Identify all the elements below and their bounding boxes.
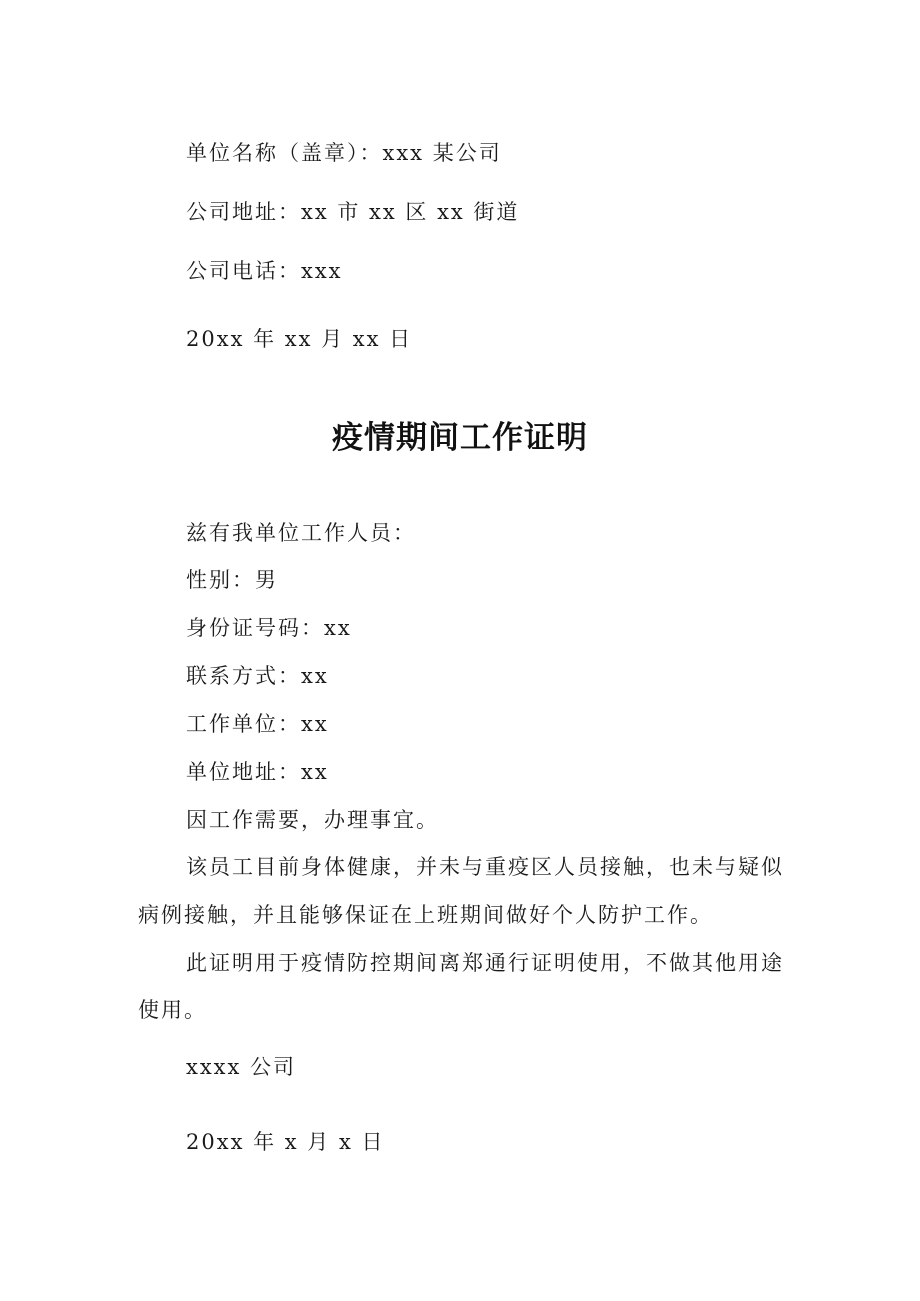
certificate-date: 20xx 年 x 月 x 日 <box>186 1130 385 1154</box>
employer-field: 工作单位：xx <box>186 712 329 736</box>
certificate-title: 疫情期间工作证明 <box>332 420 588 456</box>
signature-company: xxxx 公司 <box>186 1055 297 1079</box>
company-address-line: 公司地址：xx 市 xx 区 xx 街道 <box>186 200 520 224</box>
header-date-line: 20xx 年 xx 月 xx 日 <box>186 327 413 351</box>
intro-line: 兹有我单位工作人员： <box>186 521 416 545</box>
unit-name-seal-line: 单位名称（盖章）：xxx 某公司 <box>186 141 502 165</box>
usage-statement-line-2: 使用。 <box>138 998 207 1022</box>
gender-field: 性别：男 <box>186 568 278 592</box>
company-phone-line: 公司电话：xxx <box>186 259 343 283</box>
id-number-field: 身份证号码：xx <box>186 616 352 640</box>
employer-address-field: 单位地址：xx <box>186 760 329 784</box>
health-statement-line-1: 该员工目前身体健康，并未与重疫区人员接触，也未与疑似 <box>186 855 784 879</box>
usage-statement-line-1: 此证明用于疫情防控期间离郑通行证明使用，不做其他用途 <box>186 951 784 975</box>
contact-field: 联系方式：xx <box>186 664 329 688</box>
reason-line: 因工作需要，办理事宜。 <box>186 808 439 832</box>
health-statement-line-2: 病例接触，并且能够保证在上班期间做好个人防护工作。 <box>138 903 713 927</box>
